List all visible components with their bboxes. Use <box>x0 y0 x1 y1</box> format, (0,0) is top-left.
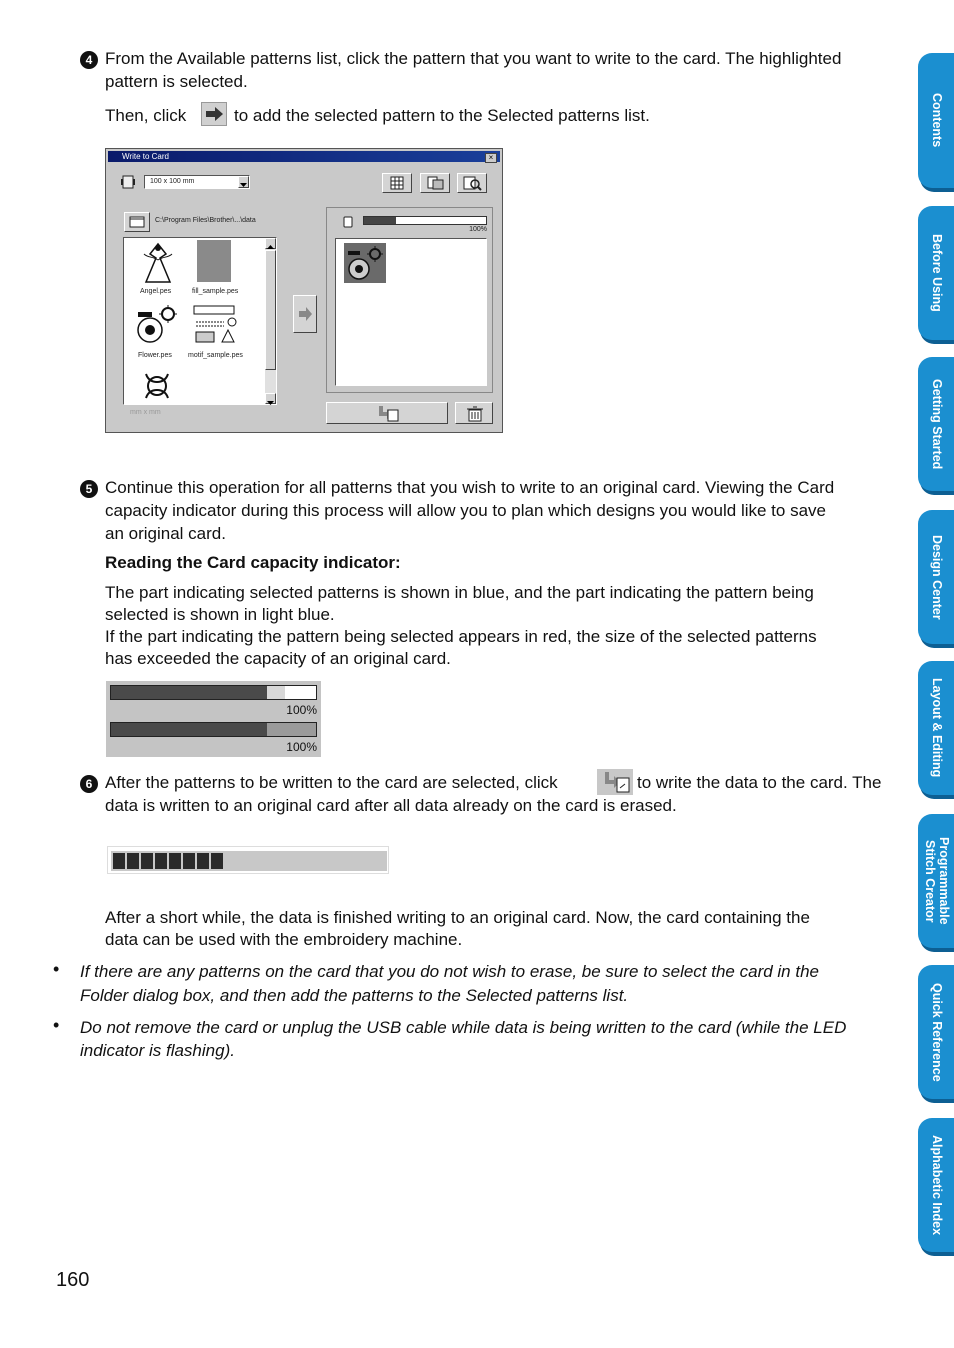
step-6-line-2: data is written to an original card after all data already on the card is erased. <box>105 796 677 815</box>
write-to-card-button[interactable] <box>326 402 448 424</box>
progress-block <box>169 853 181 869</box>
capacity-label-1: 100% <box>286 703 317 717</box>
right-arrow-icon <box>294 296 316 332</box>
step-4-line-2: pattern is selected. <box>105 72 248 91</box>
capacity-indicator-illustration <box>106 681 321 757</box>
capacity-heading: Reading the Card capacity indicator: <box>105 553 401 572</box>
list-item[interactable] <box>128 370 188 404</box>
progress-block <box>183 853 195 869</box>
tab-label: Contents <box>930 93 944 148</box>
list-item[interactable] <box>128 240 188 300</box>
dialog-title-bar <box>108 151 500 162</box>
write-card-icon <box>597 769 633 795</box>
selecting-part <box>267 686 285 699</box>
card-size-value: 100 x 100 mm <box>150 178 195 185</box>
card-size-icon <box>120 175 136 189</box>
selected-pattern-thumbnail[interactable] <box>344 243 386 283</box>
step-5-line-3: an original card. <box>105 524 226 543</box>
dialog-title: Write to Card <box>122 152 169 161</box>
step-4-then-prefix: Then, click <box>105 106 187 125</box>
flower-pattern-icon <box>344 243 386 283</box>
selecting-part <box>267 723 316 736</box>
add-pattern-button[interactable] <box>293 295 317 333</box>
write-button-illustration <box>597 769 633 795</box>
bullet-1-line-1: If there are any patterns on the card that you do not wish to erase, be sure to select the card in the <box>80 962 819 981</box>
card-capacity-fill <box>364 217 396 224</box>
tab-label: Alphabetic Index <box>930 1134 944 1236</box>
folder-icon <box>125 213 149 231</box>
right-arrow-icon <box>202 103 226 125</box>
step-4-line-1: From the Available patterns list, click the pattern that you want to write to the card. The highlighted <box>105 49 842 68</box>
bullet-1-line-2: Folder dialog box, and then add the patterns to the Selected patterns list. <box>80 986 629 1005</box>
bullet-2-line-1: Do not remove the card or unplug the USB cable while data is being written to the card (while the LED <box>80 1018 847 1037</box>
capacity-text-4: has exceeded the capacity of an original card. <box>105 649 451 668</box>
writing-progress-frame <box>107 846 389 874</box>
step-5-line-1: Continue this operation for all patterns that you wish to write to an original card. Viewing the Card <box>105 478 835 497</box>
progress-block <box>155 853 167 869</box>
tab-alphabetic-index[interactable] <box>918 1118 954 1252</box>
tab-label: Design Center <box>930 534 944 620</box>
card-capacity-label: 100% <box>469 226 487 233</box>
tab-label: Getting Started <box>930 378 944 470</box>
folder-path: C:\Program Files\Brother\...\data <box>155 217 256 224</box>
list-item[interactable] <box>192 240 252 300</box>
capacity-label-2: 100% <box>286 740 317 754</box>
bullet-2-glyph: • <box>53 1015 60 1035</box>
capacity-bar-1 <box>110 685 317 700</box>
tab-label: Quick Reference <box>930 982 944 1082</box>
tab-layout-editing[interactable] <box>918 661 954 795</box>
card-folder-icon <box>421 174 449 192</box>
motif-pattern-thumbnail <box>192 304 240 348</box>
page-number: 160 <box>56 1269 90 1291</box>
tab-label: Layout & Editing <box>930 678 944 778</box>
progress-block <box>127 853 139 869</box>
list-scrollbar[interactable] <box>265 238 276 404</box>
available-patterns-list[interactable] <box>123 237 277 405</box>
angel-pattern-thumbnail <box>138 240 178 286</box>
step-5-number: 5 <box>80 480 98 498</box>
tab-contents[interactable] <box>918 53 954 188</box>
scroll-thumb[interactable] <box>265 250 276 370</box>
card-size-select[interactable] <box>144 175 250 189</box>
write-to-card-dialog <box>105 148 503 433</box>
selected-part <box>111 686 267 699</box>
tab-quick-reference[interactable] <box>918 965 954 1099</box>
pattern-thumbnail <box>140 370 174 402</box>
close-icon[interactable]: × <box>485 153 497 163</box>
scroll-up-icon[interactable] <box>265 238 276 249</box>
flower-pattern-thumbnail <box>132 304 180 348</box>
card-capacity-bar <box>363 216 487 225</box>
write-card-icon <box>375 404 401 422</box>
grid-icon <box>383 174 411 192</box>
progress-block <box>197 853 209 869</box>
card-icon <box>343 216 353 228</box>
capacity-bar-2 <box>110 722 317 737</box>
view-grid-button[interactable] <box>382 173 412 193</box>
folder-button[interactable] <box>420 173 450 193</box>
browse-folder-button[interactable] <box>124 212 150 232</box>
tab-design-center[interactable] <box>918 510 954 644</box>
card-search-icon <box>458 174 486 192</box>
after-text-2: data can be used with the embroidery machine. <box>105 930 463 949</box>
progress-block <box>211 853 223 869</box>
tab-before-using[interactable] <box>918 206 954 340</box>
tab-label: Before Using <box>930 234 944 312</box>
list-item[interactable] <box>128 304 188 364</box>
card-info-button[interactable] <box>457 173 487 193</box>
add-pattern-button-illustration <box>201 102 227 126</box>
scroll-down-icon[interactable] <box>265 393 276 404</box>
tab-label: Programmable Stitch Creator <box>923 837 951 925</box>
step-6-line-1b: to write the data to the card. The <box>637 773 882 792</box>
step-6-number: 6 <box>80 775 98 793</box>
capacity-text-2: selected is shown in light blue. <box>105 605 335 624</box>
pattern-name: Flower.pes <box>138 352 172 359</box>
writing-progress-bar <box>111 851 387 871</box>
step-4-then-suffix: to add the selected pattern to the Selected patterns list. <box>234 106 650 125</box>
status-text: mm x mm <box>130 409 161 416</box>
selected-patterns-panel <box>326 207 493 393</box>
selected-part <box>111 723 267 736</box>
delete-button[interactable] <box>455 402 493 424</box>
capacity-text-1: The part indicating selected patterns is shown in blue, and the part indicating the pattern being <box>105 583 814 602</box>
fill-pattern-thumbnail <box>197 240 231 282</box>
trash-icon <box>464 404 486 422</box>
list-item[interactable] <box>188 304 254 364</box>
after-text-1: After a short while, the data is finished writing to an original card. Now, the card containing the <box>105 908 810 927</box>
pattern-name: Angel.pes <box>140 288 172 295</box>
chevron-down-icon[interactable] <box>238 176 249 188</box>
bullet-1-glyph: • <box>53 959 60 979</box>
pattern-name: motif_sample.pes <box>188 352 243 359</box>
step-6-line-1a: After the patterns to be written to the card are selected, click <box>105 773 558 792</box>
capacity-text-3: If the part indicating the pattern being selected appears in red, the size of the selected patterns <box>105 627 817 646</box>
tab-programmable-stitch-creator[interactable] <box>918 814 954 948</box>
pattern-name: fill_sample.pes <box>192 288 239 295</box>
progress-block <box>141 853 153 869</box>
step-5-line-2: capacity indicator during this process will allow you to plan which designs you would like to save <box>105 501 826 520</box>
selected-patterns-list[interactable] <box>335 238 487 386</box>
step-4-number: 4 <box>80 51 98 69</box>
progress-block <box>113 853 125 869</box>
bullet-2-line-2: indicator is flashing). <box>80 1041 235 1060</box>
tab-getting-started[interactable] <box>918 357 954 491</box>
